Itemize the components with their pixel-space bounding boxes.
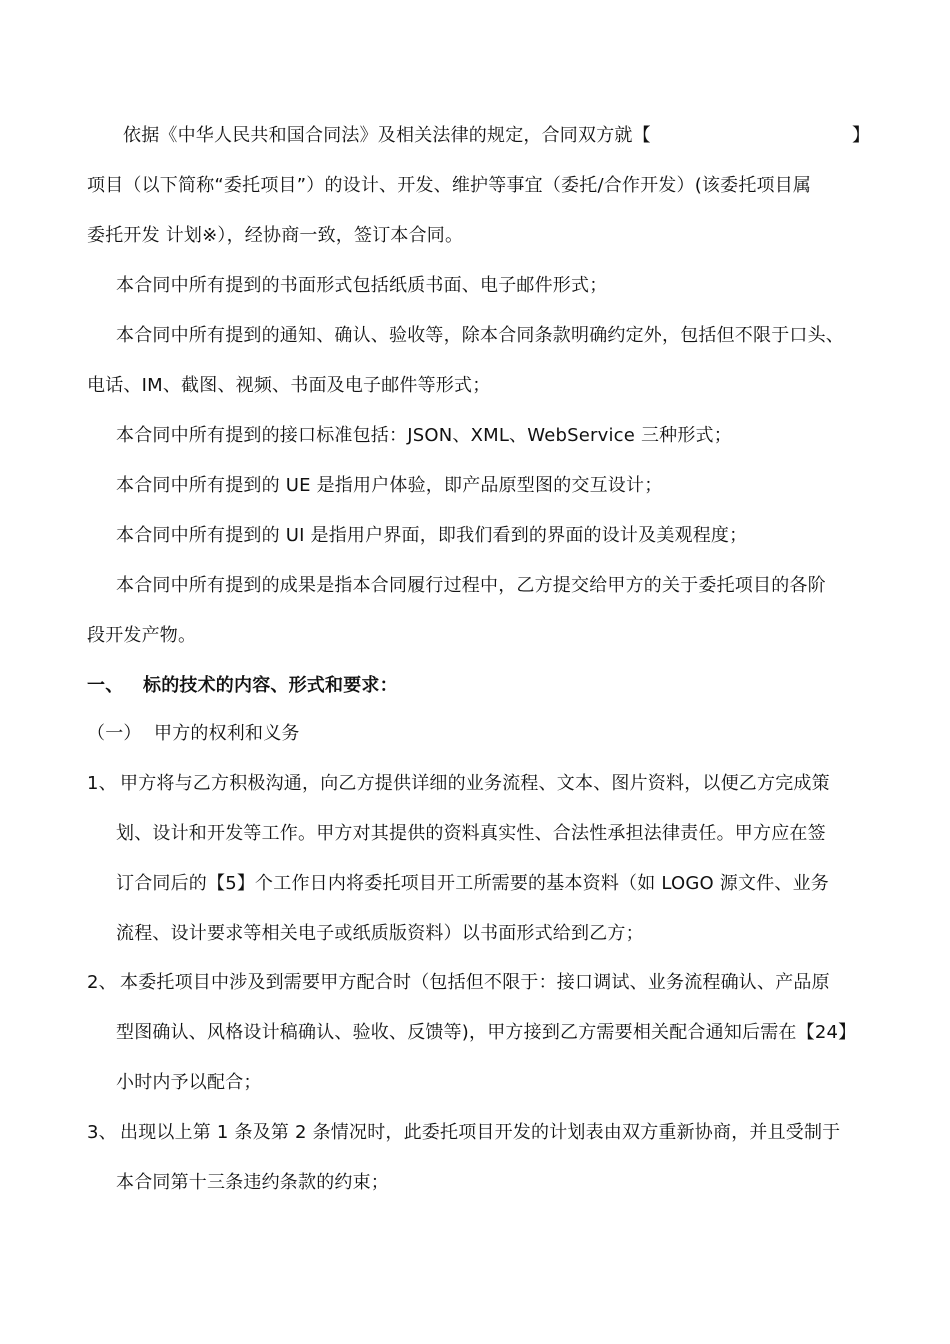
item-3-number: 3、: [87, 1122, 117, 1143]
item-2-line-3: 小时内予以配合；: [116, 1072, 262, 1093]
definition-ue: 本合同中所有提到的 UE 是指用户体验，即产品原型图的交互设计；: [116, 475, 663, 496]
item-1-line-3: 订合同后的【5】个工作日内将委托项目开工所需要的基本资料（如 LOGO 源文件、业务: [116, 873, 829, 894]
preamble-line-3: 委托开发 计划※），经协商一致，签订本合同。: [87, 225, 464, 246]
definition-written-form: 本合同中所有提到的书面形式包括纸质书面、电子邮件形式；: [116, 275, 608, 296]
item-2-line-1: 本委托项目中涉及到需要甲方配合时（包括但不限于：接口调试、业务流程确认、产品原: [120, 972, 830, 993]
preamble-line-2: 项目（以下简称“委托项目”）的设计、开发、维护等事宜（委托/合作开发）(该委托项目属: [87, 175, 812, 196]
item-1-line-2: 划、设计和开发等工作。甲方对其提供的资料真实性、合法性承担法律责任。甲方应在签: [116, 823, 826, 844]
item-1-line-1: 甲方将与乙方积极沟通，向乙方提供详细的业务流程、文本、图片资料，以便乙方完成策: [120, 773, 830, 794]
definition-ui: 本合同中所有提到的 UI 是指用户界面，即我们看到的界面的设计及美观程度；: [116, 525, 748, 546]
item-2-number: 2、: [87, 972, 117, 993]
preamble-line-1: 依据《中华人民共和国合同法》及相关法律的规定，合同双方就【: [123, 125, 651, 146]
definition-notice-line-2: 电话、IM、截图、视频、书面及电子邮件等形式；: [87, 375, 491, 396]
item-2-line-2: 型图确认、风格设计稿确认、验收、反馈等)，甲方接到乙方需要相关配合通知后需在【24】: [116, 1022, 857, 1043]
subsection-1-title: 甲方的权利和义务: [154, 723, 300, 744]
item-1-line-4: 流程、设计要求等相关电子或纸质版资料）以书面形式给到乙方；: [116, 923, 644, 944]
definition-result-line-2: 段开发产物。: [87, 625, 197, 646]
section-1-title: 标的技术的内容、形式和要求：: [143, 675, 398, 696]
item-3-line-1: 出现以上第 1 条及第 2 条情况时，此委托项目开发的计划表由双方重新协商，并且受制于: [120, 1122, 841, 1143]
section-1-number: 一、: [87, 675, 124, 696]
definition-result-line-1: 本合同中所有提到的成果是指本合同履行过程中，乙方提交给甲方的关于委托项目的各阶: [116, 575, 826, 596]
definition-interface: 本合同中所有提到的接口标准包括：JSON、XML、WebService 三种形式；: [116, 425, 732, 446]
subsection-1-label: （一）: [87, 723, 142, 744]
item-1-number: 1、: [87, 773, 117, 794]
item-3-line-2: 本合同第十三条违约条款的约束；: [116, 1172, 389, 1193]
definition-notice-line-1: 本合同中所有提到的通知、确认、验收等，除本合同条款明确约定外，包括但不限于口头、: [116, 325, 844, 346]
preamble-bracket-close: 】: [852, 125, 870, 146]
